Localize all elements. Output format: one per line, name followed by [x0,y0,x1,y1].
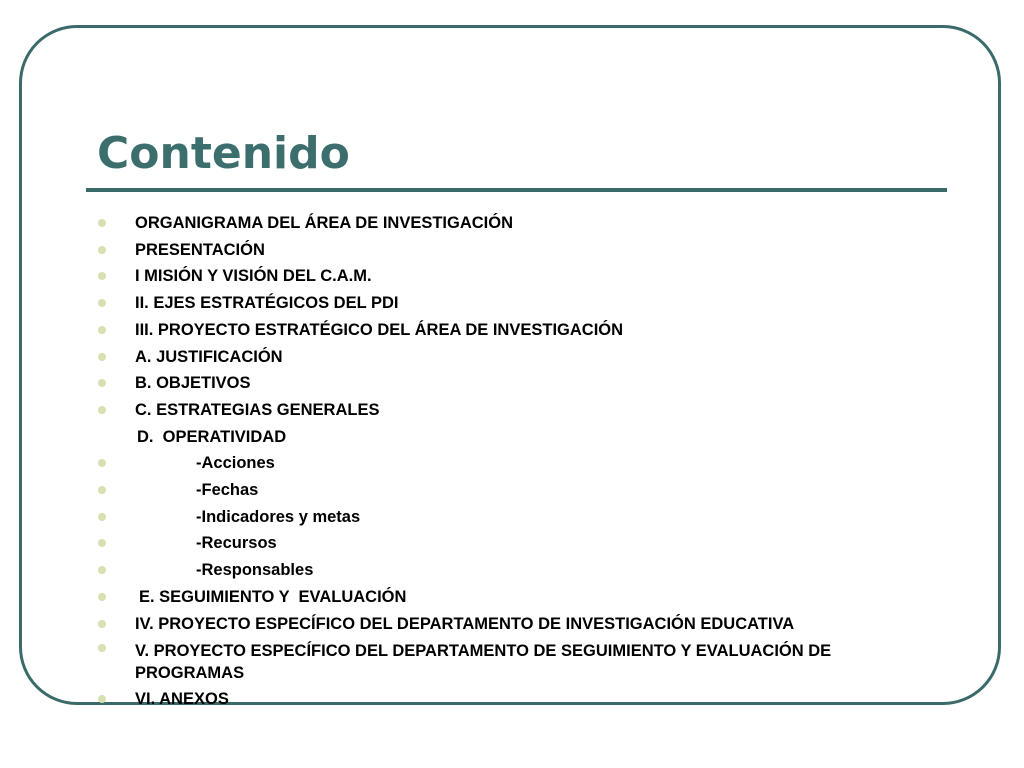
list-item [0,477,1024,504]
list-item [0,584,1024,611]
list-item-text: -Acciones [196,454,275,473]
bullet-icon [98,486,106,494]
list-item [0,424,1024,451]
list-item [0,210,1024,237]
list-item [0,611,1024,638]
bullet-icon [98,695,106,703]
list-item [0,263,1024,290]
bullet-icon [98,219,106,227]
list-item-text: V. PROYECTO ESPECÍFICO DEL DEPARTAMENTO DE SEGUIMIENTO Y EVALUACIÓN DE PROGRAMAS [135,642,832,683]
list-item-text: B. OBJETIVOS [135,374,251,393]
title-divider [86,188,947,192]
bullet-icon [98,539,106,547]
list-item-text: A. JUSTIFICACIÓN [135,347,283,366]
list-item [0,317,1024,344]
bullet-icon [98,406,106,414]
list-item [0,686,1024,713]
list-item-text: ORGANIGRAMA DEL ÁREA DE INVESTIGACIÓN [135,214,513,232]
list-item-text: C. ESTRATEGIAS GENERALES [135,400,380,419]
list-item-text: II. EJES ESTRATÉGICOS DEL PDI [135,294,399,313]
list-item-text: -Indicadores y metas [196,507,361,526]
bullet-icon [98,299,106,307]
list-item-text: PRESENTACIÓN [135,240,265,259]
list-item [0,504,1024,531]
bullet-icon [98,644,106,652]
bullet-icon [98,459,106,467]
list-item-text: -Fechas [196,481,259,500]
bullet-icon [98,353,106,361]
list-item [0,397,1024,424]
list-item-text: III. PROYECTO ESTRATÉGICO DEL ÁREA DE INVESTIGACIÓN [135,320,624,339]
slide-title: Contenido [97,128,350,179]
list-item [0,637,1024,686]
list-item [0,557,1024,584]
bullet-icon [98,246,106,254]
list-item [0,344,1024,371]
bullet-icon [98,379,106,387]
list-item-text: I MISIÓN Y VISIÓN DEL C.A.M. [135,267,372,286]
list-item-text: IV. PROYECTO ESPECÍFICO DEL DEPARTAMENTO DE INVESTIGACIÓN EDUCATIVA [135,614,795,633]
bullet-icon [98,593,106,601]
list-item [0,370,1024,397]
bullet-icon [98,513,106,521]
list-item [0,530,1024,557]
list-item [0,450,1024,477]
list-item [0,290,1024,317]
list-item-text: D. OPERATIVIDAD [137,427,287,446]
bullet-icon [98,272,106,280]
bullet-icon [98,566,106,574]
list-item-text: VI. ANEXOS [135,690,229,709]
list-item [0,237,1024,264]
bullet-icon [98,326,106,334]
list-item-text: -Responsables [196,561,314,580]
list-item-text: -Recursos [196,534,277,553]
bullet-icon [98,620,106,628]
contents-list [0,210,1024,713]
list-item-text: E. SEGUIMIENTO Y EVALUACIÓN [139,587,407,606]
